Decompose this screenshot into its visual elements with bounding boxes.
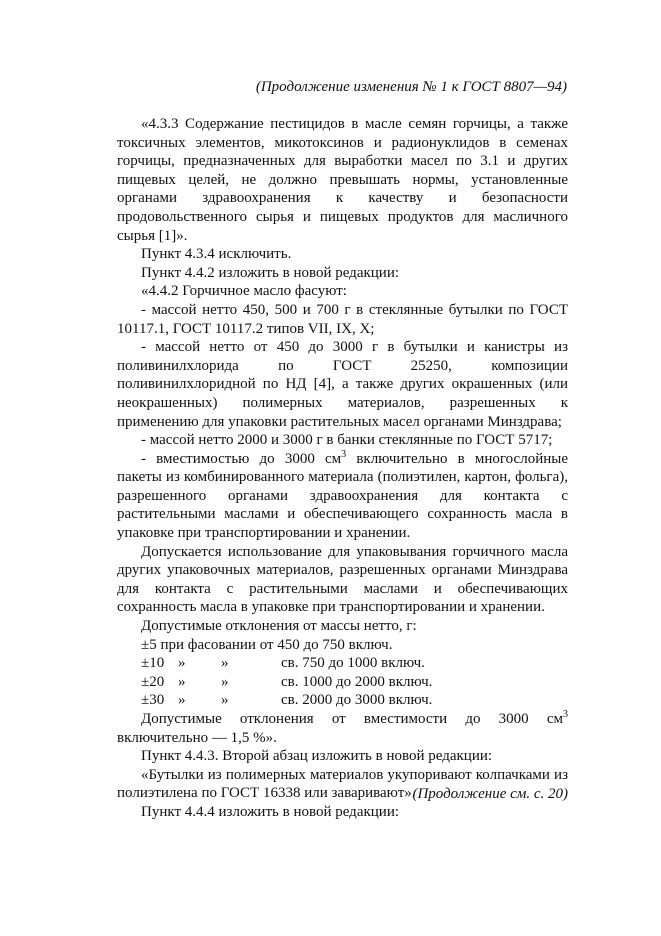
list-item-pvc-bottles: - массой нетто от 450 до 3000 г в бутылки и канистры из поливинилхлорида по ГОСТ 25250, композиции поливинилхлоридной по НД [4], а также других окрашенных (или неокрашенных) полимерных материалов, разрешенных к применению для упаковки растительных масел органами Минздрава; [117, 339, 568, 430]
tolerance-row: ±20 » » св. 1000 до 2000 включ. [141, 673, 433, 690]
paragraph-4-4-2-title: «4.4.2 Горчичное масло фасуют: [141, 283, 347, 300]
paragraph-other-packaging: Допускается использование для упаковывания горчичного масла других упаковочных материалов, разрешенных органами Минздрава для контакта с растительными маслами и обеспечивающих сохранность масла в упаковке при транспортировании и хранении. [117, 543, 568, 616]
list-item-glass-jars: - массой нетто 2000 и 3000 г в банки стеклянные по ГОСТ 5717; [141, 432, 553, 449]
list-item-glass-bottles: - массой нетто 450, 500 и 700 г в стеклянные бутылки по ГОСТ 10117.1, ГОСТ 10117.2 типов VII, IX, X; [117, 301, 568, 337]
tolerance-row: ±10 » » св. 750 до 1000 включ. [141, 655, 425, 672]
page-header: (Продолжение изменения № 1 к ГОСТ 8807—94) [255, 79, 567, 95]
document-body [117, 115, 568, 822]
paragraph-4-4-3-text: «Бутылки из полимерных материалов укупоривают колпачками из полиэтилена по ГОСТ 16338 или заваривают». [117, 766, 568, 802]
paragraph-volume-tolerance: Допустимые отклонения от вместимости до 3000 $см^3$ включительно — 1,5 %». [117, 709, 568, 746]
paragraph-4-4-3: Пункт 4.4.3. Второй абзац изложить в новой редакции: [141, 748, 493, 765]
paragraph-4-3-3: «4.3.3 Содержание пестицидов в масле семян горчицы, а также токсичных элементов, микотоксинов и радионуклидов в семенах горчицы, предназначенных для выработки масел по 3.1 и других пищевых целей, не должно превышать нормы, установленные органами здравоохранения к качеству и безопасности продовольственного сырья и пищевых продуктов для масличного сырья [1]». [117, 116, 568, 244]
paragraph-4-4-2-intro: Пункт 4.4.2 изложить в новой редакции: [141, 264, 400, 281]
tolerance-row: ±30 » » св. 2000 до 3000 включ. [141, 692, 433, 709]
paragraph-tolerance-intro: Допустимые отклонения от массы нетто, г: [141, 618, 417, 635]
paragraph-4-4-4: Пункт 4.4.4 изложить в новой редакции: [141, 803, 400, 820]
list-item-multilayer-bags: - вместимостью до 3000 $см^3$ включительно в многослойные пакеты из комбинированного материала (полиэтилен, картон, фольга), разрешенного органами здравоохранения для контакта с растительными маслами и обеспечивающего сохранность масла в упаковке при транспортировании и хранении. [117, 448, 568, 542]
page-footer: (Продолжение см. с. 20) [412, 786, 568, 802]
tolerance-row-first: ±5 при фасовании от 450 до 750 включ. [141, 636, 393, 653]
paragraph-4-3-4-removed: Пункт 4.3.4 исключить. [141, 246, 292, 263]
